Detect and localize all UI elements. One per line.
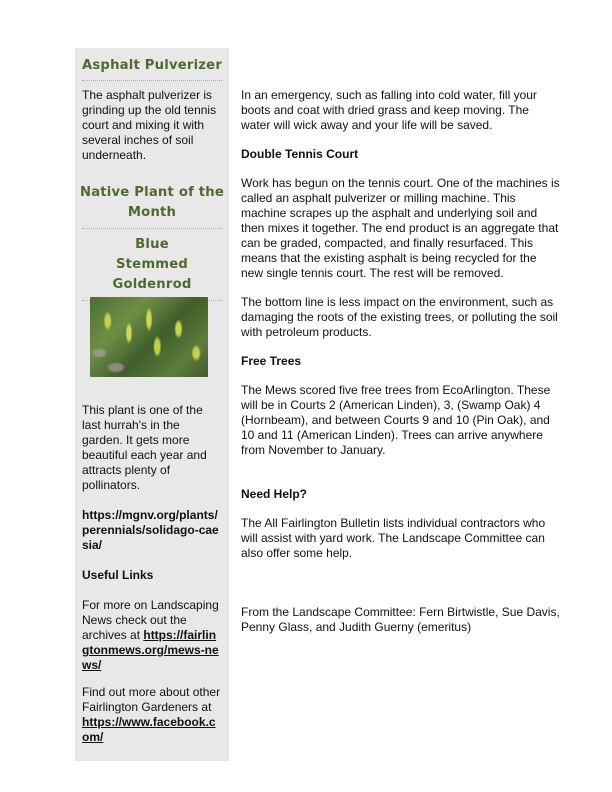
facebook-text: Find out more about other Fairlington Gardeners at <box>82 685 221 714</box>
native-plant-heading: Native Plant of the Month <box>79 185 225 220</box>
plant-link[interactable]: https://mgnv.org/plants/perennials/solidago-caesia/ <box>82 508 219 552</box>
help-heading: Need Help? <box>241 487 308 501</box>
plant-name-heading: Blue Stemmed Goldenrod <box>112 237 192 292</box>
goldenrod-photo-icon <box>90 297 208 377</box>
emergency-text: In an emergency, such as falling into cold water, fill your boots and coat with dried grass and keep moving. The water will wick away and your life will be saved. <box>241 88 537 132</box>
archives-paragraph <box>82 598 222 673</box>
useful-links-heading: Useful Links <box>82 568 154 582</box>
archives-link[interactable]: https://fairlingtonmews.org/mews-news/ <box>82 628 219 672</box>
sidebar <box>75 48 229 761</box>
signature-text: From the Landscape Committee: Fern Birtwistle, Sue Davis, Penny Glass, and Judith Guerny (emeritus) <box>241 605 560 634</box>
trees-heading: Free Trees <box>241 354 302 368</box>
asphalt-text: The asphalt pulverizer is grinding up the old tennis court and mixing it with several inches of soil underneath. <box>82 88 217 162</box>
tennis-text: Work has begun on the tennis court. One of the machines is called an asphalt pulverizer or milling machine. This machine scrapes up the asphalt and underlying soil and then mixes it together. The end product is an aggregate that can be graded, compacted, and finally resurfaced. This means that the existing asphalt is being recycled for the new single tennis court. The rest will be removed. <box>241 176 560 280</box>
facebook-paragraph <box>82 685 222 745</box>
main-content <box>241 88 561 635</box>
facebook-link[interactable]: https://www.facebook.com/ <box>82 715 216 744</box>
archives-text: For more on Landscaping News check out the archives at <box>82 598 219 642</box>
asphalt-heading: Asphalt Pulverizer <box>81 58 223 73</box>
tennis-heading: Double Tennis Court <box>241 147 359 161</box>
bottom-line-text: The bottom line is less impact on the environment, such as damaging the roots of the existing trees, or polluting the soil with petroleum products. <box>241 295 558 339</box>
plant-description: This plant is one of the last hurrah's in the garden. It gets more beautiful each year and attracts plenty of pollinators. <box>82 403 207 492</box>
trees-text: The Mews scored five free trees from EcoArlington. These will be in Courts 2 (American Linden), 3, (Swamp Oak) 4 (Hornbeam), and between Courts 9 and 10 (Pin Oak), and 10 and 11 (American Linden). Trees can arrive anywhere from November to January. <box>241 383 551 457</box>
help-text: The All Fairlington Bulletin lists individual contractors who will assist with yard work. The Landscape Committee can also offer some help. <box>241 516 546 560</box>
